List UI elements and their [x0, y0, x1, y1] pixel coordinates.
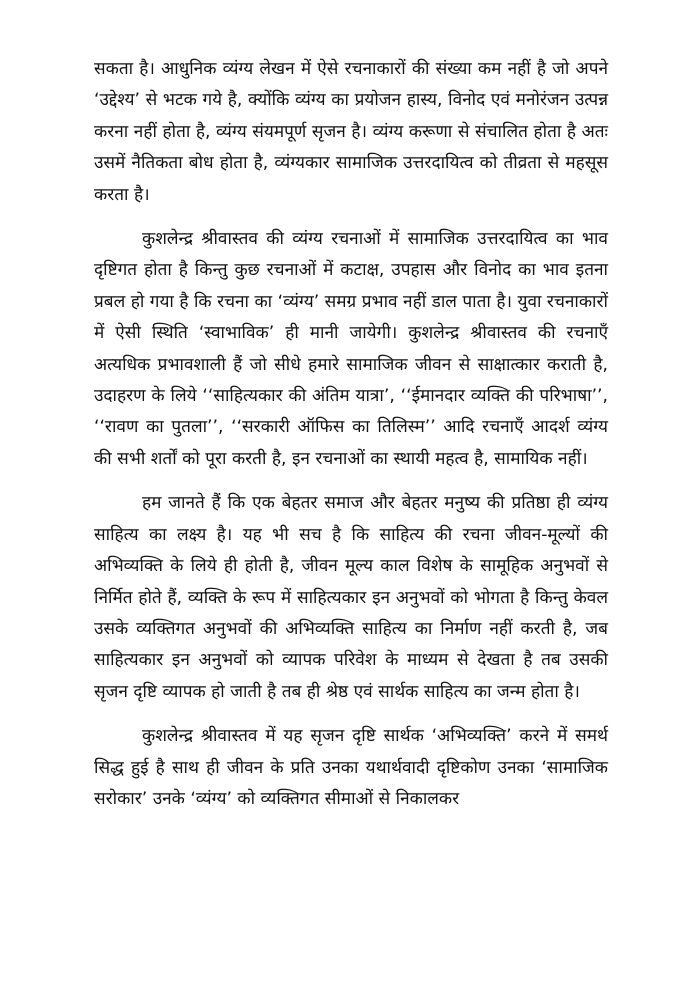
paragraph-3: हम जानते हैं कि एक बेहतर समाज और बेहतर मनुष्य की प्रतिष्ठा ही व्यंग्य साहित्य का लक्ष्य है। यह भी सच है कि साहित्य की रचना जीवन-मूल्यों की अभिव्यक्ति के लिये ही होती है, जीवन मूल्य काल विशेष के सामूहिक अनुभवों से निर्मित होते हैं, व्यक्ति के रूप में साहित्यकार इन अनुभवों को भोगता है किन्तु केवल उसके व्यक्तिगत अनुभवों की अभिव्यक्ति साहित्य का निर्माण नहीं करती है, जब साहित्यकार इन अनुभवों को व्यापक परिवेश के माध्यम से देखता है तब उसकी सृजन दृष्टि व्यापक हो जाती है तब ही श्रेष्ठ एवं सार्थक साहित्य का जन्म होता है।: [94, 493, 608, 702]
paragraph-4: कुशलेन्द्र श्रीवास्तव में यह सृजन दृष्टि सार्थक ‘अभिव्यक्ति’ करने में समर्थ सिद्ध हुई है साथ ही जीवन के प्रति उनका यथार्थवादी दृष्टिकोण उनका ‘सामाजिक सरोकार’ उनके ‘व्यंग्य’ को व्यक्तिगत सीमाओं से निकालकर: [94, 726, 608, 809]
document-page: [94, 54, 608, 815]
paragraph-gap: [94, 475, 608, 488]
paragraph-gap: [94, 211, 608, 224]
paragraph-1: सकता है। आधुनिक व्यंग्य लेखन में ऐसे रचनाकारों की संख्या कम नहीं है जो अपने ‘उद्देश्य’ से भटक गये है, क्योंकि व्यंग्य का प्रयोजन हास्य, विनोद एवं मनोरंजन उत्पन्न करना नहीं होता है, व्यंग्य संयमपूर्ण सृजन है। व्यंग्य करूणा से संचालित होता है अतः उसमें नैतिकता बोध होता है, व्यंग्यकार सामाजिक उत्तरदायित्व को तीव्रता से महसूस करता है।: [94, 59, 608, 205]
paragraph-2: कुशलेन्द्र श्रीवास्तव की व्यंग्य रचनाओं में सामाजिक उत्तरदायित्व का भाव दृष्टिगत होता है किन्तु कुछ रचनाओं में कटाक्ष, उपहास और विनोद का भाव इतना प्रबल हो गया है कि रचना का ‘व्यंग्य’ समग्र प्रभाव नहीं डाल पाता है। युवा रचनाकारों में ऐसी स्थिति ‘स्वाभाविक’ ही मानी जायेगी। कुशलेन्द्र श्रीवास्तव की रचनाएँ अत्यधिक प्रभावशाली हैं जो सीधे हमारे सामाजिक जीवन से साक्षात्कार कराती है, उदाहरण के लिये ‘‘साहित्यकार की अंतिम यात्रा’, ‘‘ईमानदार व्यक्ति की परिभाषा’’, ‘‘रावण का पुतला’’, ‘‘सरकारी ऑफिस का तिलिस्म’’ आदि रचनाएँ आदर्श व्यंग्य की सभी शर्तों को पूरा करती है, इन रचनाओं का स्थायी महत्व है, सामायिक नहीं।: [94, 229, 608, 469]
paragraph-gap: [94, 708, 608, 721]
